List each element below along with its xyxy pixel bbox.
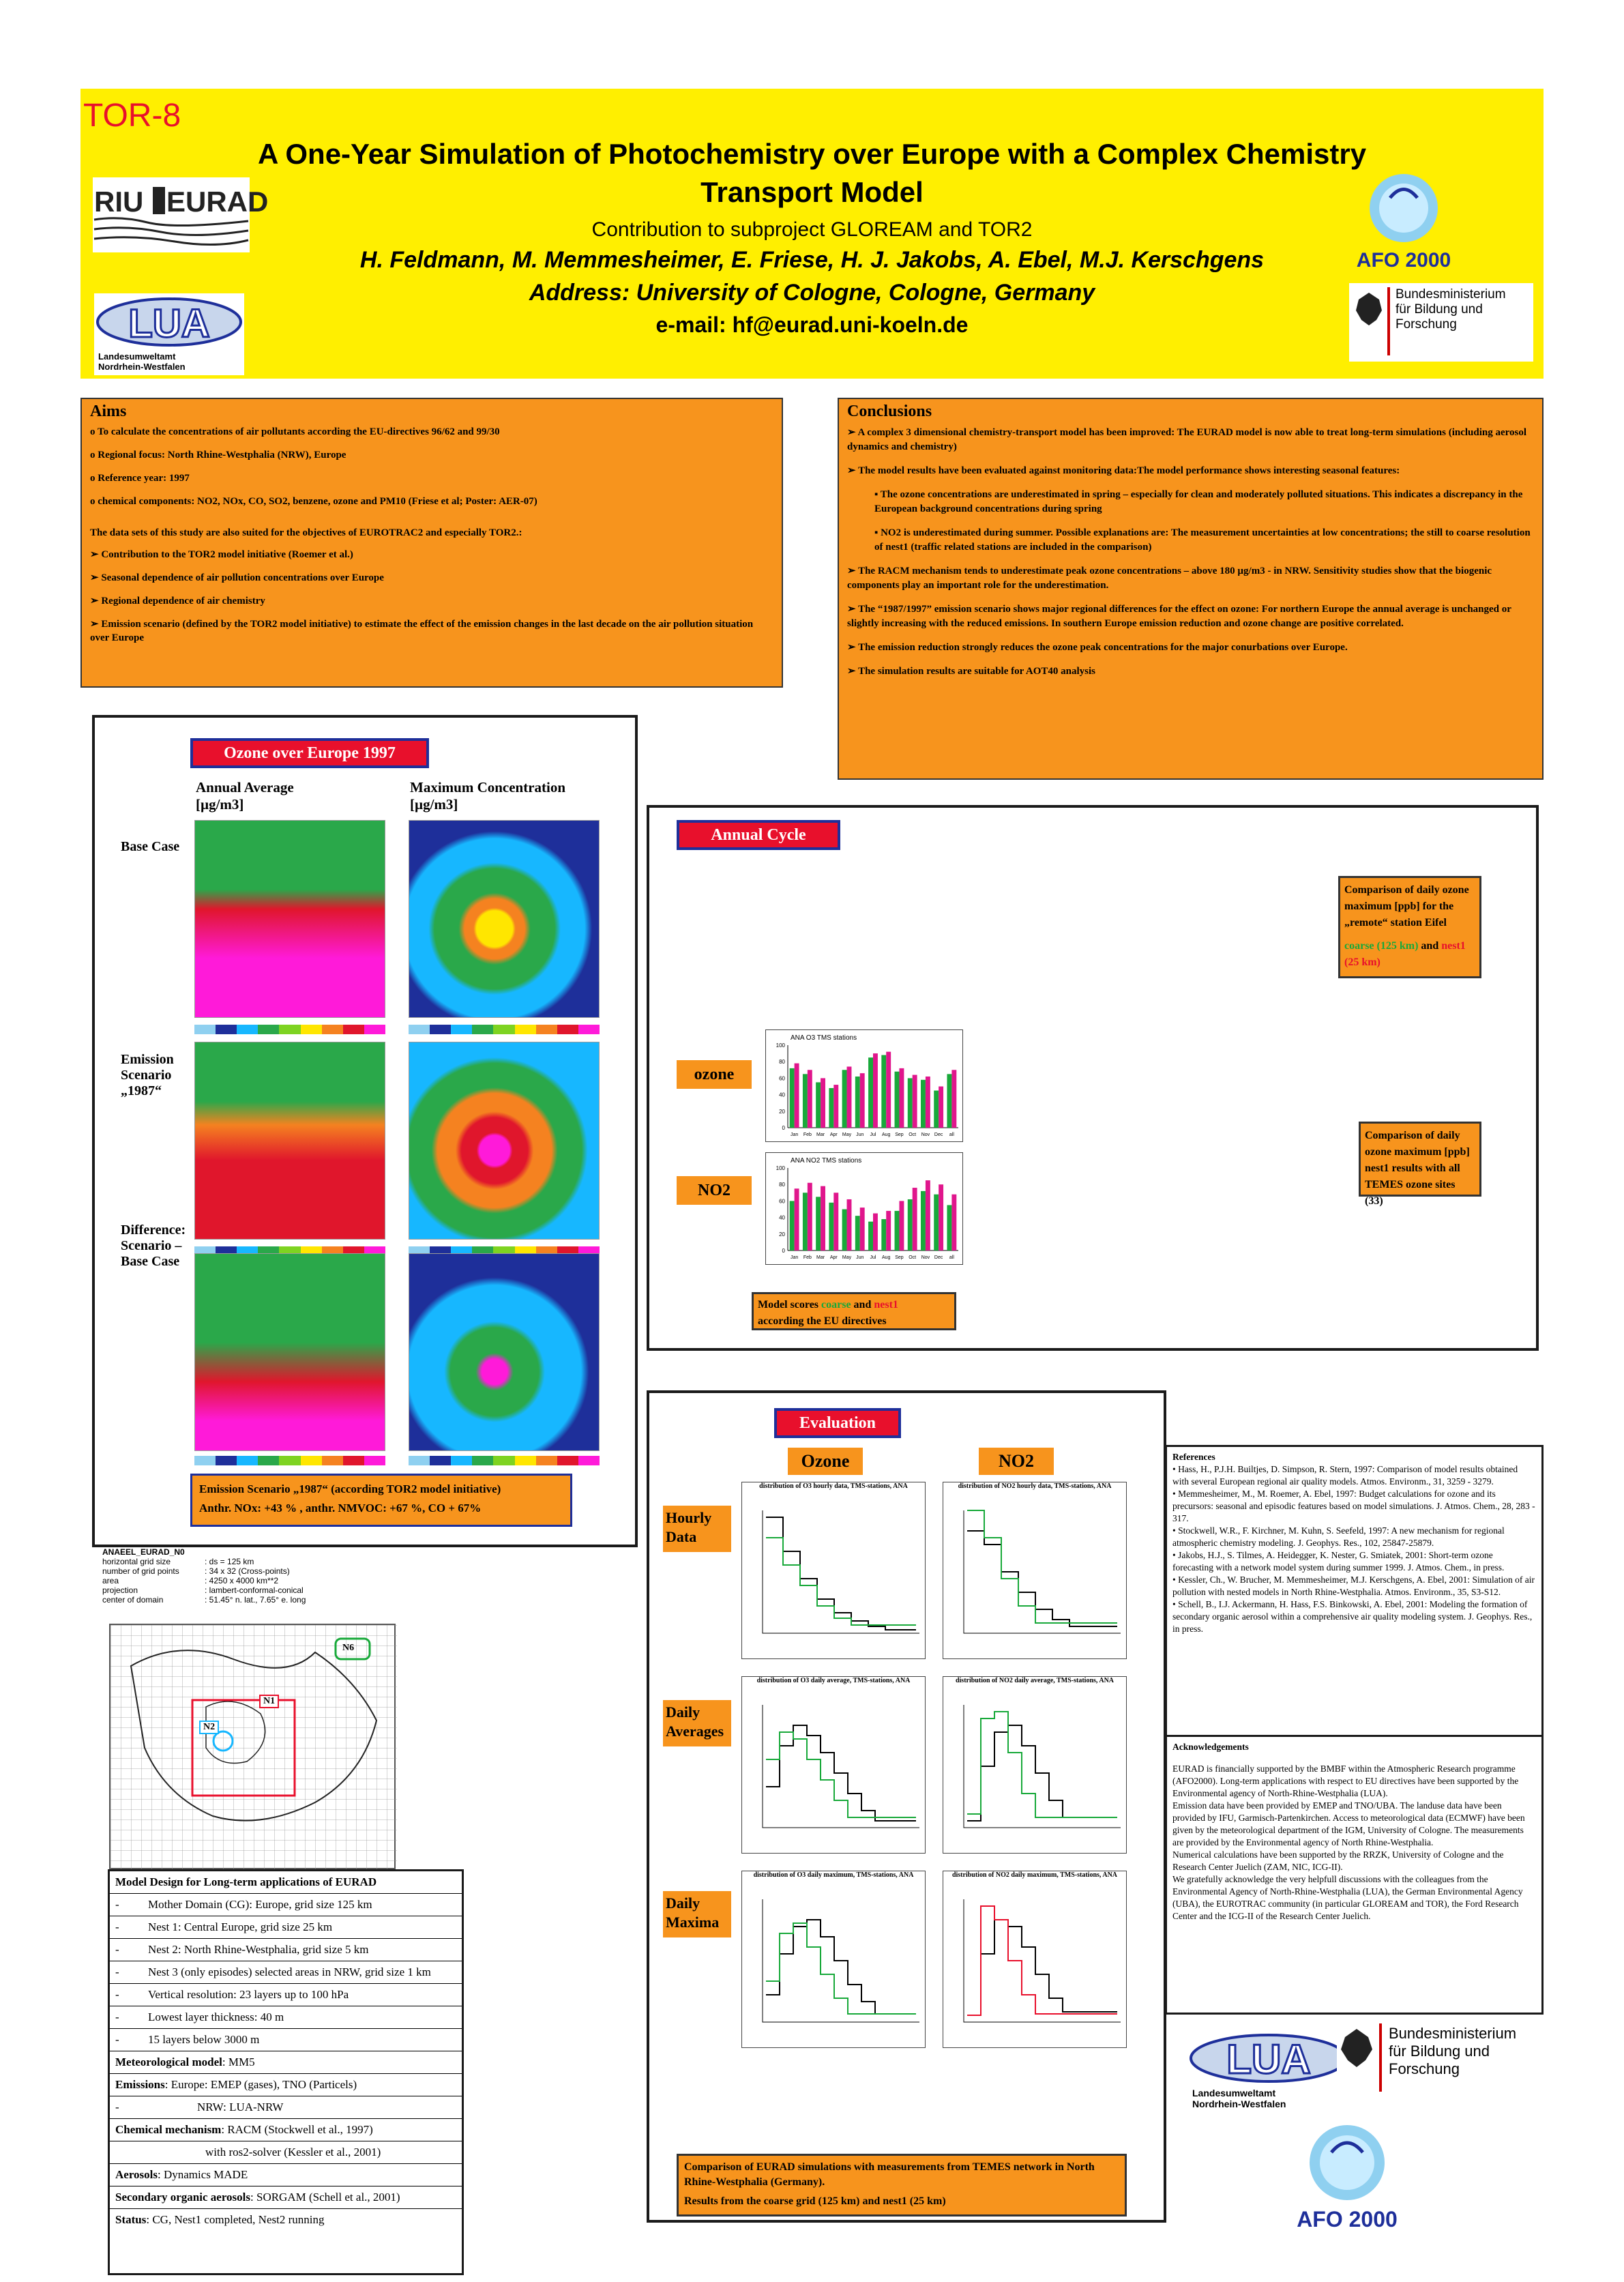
bar-nest1 [939, 1087, 943, 1128]
lua-logo [94, 293, 244, 375]
model-design-box [108, 1869, 464, 2275]
model-design-item: - Nest 3 (only episodes) selected areas in NRW, grid size 1 km [110, 1961, 462, 1984]
temes-comparison-box: Comparison of daily ozone maximum [ppb] nest1 results with all TEMES ozone sites (33) [1359, 1122, 1481, 1197]
model-design-item: - Nest 2: North Rhine-Westphalia, grid size 5 km [110, 1939, 462, 1961]
bar-nest1 [833, 1193, 838, 1250]
model-design-title: Model Design for Long-term applications of EURAD [110, 1871, 462, 1894]
authors: H. Feldmann, M. Memmesheimer, E. Friese, H. J. Jakobs, A. Ebel, M.J. Kerschgens [359, 247, 1265, 273]
acknowledgements-title: Acknowledgements [1172, 1742, 1249, 1752]
model-design-item: - Nest 1: Central Europe, grid size 25 km [110, 1916, 462, 1939]
bar-nest1 [886, 1052, 891, 1128]
bar-nest1 [886, 1211, 891, 1250]
reference-item: • Stockwell, W.R., F. Kirchner, M. Kuhn, S. Seefeld, 1997: A new mechanism for regional atmospheric chemistry modeling. J. Geophys. Res., 102, 25847-25879. [1172, 1525, 1505, 1548]
reference-item: • Memmesheimer, M., M. Roemer, A. Ebel, 1997: Budget calculations for ozone and its precursors: seasonal and episodic features based on model simulations. J. Atmos. Chem., 28, 283 - 317. [1172, 1489, 1535, 1523]
domain-map [109, 1624, 396, 1869]
bar-nest1 [860, 1208, 865, 1250]
bar-nest1 [821, 1186, 825, 1250]
col2-heading: Maximum Concentration [µg/m3] [410, 779, 566, 813]
bar-nest1 [821, 1078, 825, 1128]
ozone-panel-title: Ozone over Europe 1997 [190, 738, 429, 768]
subtitle: Contribution to subproject GLOREAM and TOR2 [591, 218, 1033, 241]
x-tick-label: Oct [909, 1255, 917, 1260]
chart-title: ANA O3 TMS stations [791, 1034, 857, 1042]
bar-coarse [803, 1074, 808, 1128]
bar-nest1 [873, 1214, 878, 1250]
aims-bullet: ➢ Seasonal dependence of air pollution concentrations over Europe [90, 572, 384, 583]
bar-coarse [908, 1199, 913, 1250]
bar-nest1 [899, 1201, 904, 1250]
bar-coarse [816, 1197, 821, 1250]
lua-logo-text: Landesumweltamt Nordrhein-Westfalen [98, 351, 186, 372]
y-tick-label: 60 [779, 1075, 785, 1082]
bar-nest1 [847, 1199, 852, 1250]
grid-info: ANAEEL_EURAD_N0 horizontal grid size : ds = 125 km number of grid points : 34 x 32 (Cross-points) area : 4250 x 4000 km**2 projection : lambert-conformal-conical center of domain : 51.45° n. lat., 7.65° e. long [102, 1547, 306, 1605]
bar-nest1 [939, 1184, 943, 1250]
aims-bullet: ➢ Emission scenario (defined by the TOR2 model initiative) to estimate the effect of the emission changes in the last decade on the air pollution situation over Europe [90, 619, 754, 643]
chart-title: ANA NO2 TMS stations [791, 1157, 862, 1165]
row-label-scenario: Emission Scenario „1987“ [121, 1052, 174, 1098]
row-label-difference: Difference: Scenario – Base Case [121, 1223, 186, 1269]
x-tick-label: Nov [921, 1255, 930, 1260]
model-design-emis: Emissions: Europe: EMEP (gases), TNO (Particels) [110, 2074, 462, 2096]
row-label-base: Base Case [121, 839, 180, 854]
model-design-item: - Lowest layer thickness: 40 m [110, 2006, 462, 2029]
map-difference-annual [194, 1253, 385, 1451]
bar-nest1 [808, 1183, 812, 1250]
aims-title: Aims [90, 403, 127, 420]
bar-coarse [921, 1191, 926, 1250]
x-tick-label: Mar [816, 1255, 825, 1260]
bmbf-logo-text: Bundesministerium für Bildung und Forschung [1396, 287, 1506, 332]
conclusion-item: ➢ The model results have been evaluated against monitoring data:The model performance shows interesting seasonal features: [847, 465, 1400, 476]
x-tick-label: Jan [790, 1132, 799, 1137]
bar-nest1 [795, 1064, 799, 1128]
bar-coarse [790, 1068, 795, 1128]
x-tick-label: Feb [803, 1132, 812, 1137]
bar-coarse [908, 1078, 913, 1128]
model-design-aer: Aerosols: Dynamics MADE [110, 2164, 462, 2186]
ack-paragraph: Numerical calculations have been supported by the RRZK, University of Cologne and the Research Center Juelich (ZAM, NIC, ICG-II). [1172, 1849, 1504, 1872]
x-tick-label: Aug [881, 1132, 891, 1137]
model-design-item: - Vertical resolution: 23 layers up to 100 hPa [110, 1984, 462, 2006]
references-title: References [1172, 1452, 1215, 1462]
reference-item: • Kessler, Ch., W. Brucher, M. Memmesheimer, M.J. Kerschgens, A. Ebel, 2001: Simulation of air pollution with nested models in North Rhine-Westphalia. Atmos. Environm., 35, S3-S12. [1172, 1575, 1535, 1597]
aims-intro: The data sets of this study are also suited for the objectives of EUROTRAC2 and especially TOR2.: [90, 527, 522, 538]
model-design-emis-nrw: - NRW: LUA-NRW [110, 2096, 462, 2119]
address: Address: University of Cologne, Cologne, Germany [529, 280, 1095, 306]
bar-coarse [790, 1201, 795, 1250]
map-scenario-annual [194, 1042, 385, 1240]
y-tick-label: 60 [779, 1198, 785, 1205]
label-no2: NO2 [677, 1176, 752, 1205]
eval-row-daily-avg: Daily Averages [663, 1700, 731, 1746]
bar-nest1 [899, 1068, 904, 1128]
x-tick-label: Oct [909, 1132, 917, 1137]
y-tick-label: 20 [779, 1108, 785, 1115]
histogram-o3-daily-avg: distribution of O3 daily average, TMS-stations, ANA [741, 1676, 926, 1854]
x-tick-label: Apr [829, 1132, 838, 1137]
references-box [1165, 1445, 1544, 1738]
y-tick-label: 40 [779, 1092, 785, 1098]
bar-coarse [842, 1070, 847, 1128]
x-tick-label: all [949, 1255, 954, 1260]
aims-box [80, 398, 783, 688]
map-difference-max [409, 1253, 600, 1451]
afo-logo-bottom [1289, 2122, 1405, 2238]
bar-nest1 [847, 1066, 852, 1128]
reference-item: • Jakobs, H.J., S. Tilmes, A. Heidegger, K. Nester, G. Smiatek, 2001: Short-term ozone forecasting with a network model system during summer 1999. J. Atmos. Chem., in press. [1172, 1550, 1505, 1572]
nest-n6-label: N6 [342, 1643, 355, 1653]
header-banner [80, 89, 1544, 379]
bar-coarse [829, 1088, 833, 1128]
lua-logo-bottom-text: Landesumweltamt Nordrhein-Westfalen [1192, 2088, 1286, 2109]
svg-text:LUA: LUA [1226, 2036, 1311, 2082]
conclusions-title: Conclusions [847, 403, 932, 420]
nest-n2-label: N2 [199, 1721, 219, 1734]
x-tick-label: Jan [790, 1255, 799, 1260]
model-design-item: - Mother Domain (CG): Europe, grid size 125 km [110, 1894, 462, 1916]
bar-nest1 [913, 1075, 917, 1128]
title-line1: A One-Year Simulation of Photochemistry over Europe with a Complex Chemistry [257, 138, 1367, 170]
annual-ozone-chart [766, 1030, 964, 1143]
ozone-panel [92, 715, 638, 1547]
model-design-soa: Secondary organic aerosols: SORGAM (Schell et al., 2001) [110, 2186, 462, 2209]
y-tick-label: 40 [779, 1214, 785, 1221]
bar-nest1 [951, 1070, 956, 1128]
map-base-annual [194, 820, 385, 1018]
bar-coarse [895, 1211, 900, 1250]
poster-code: TOR-8 [83, 98, 181, 134]
bar-nest1 [926, 1180, 930, 1250]
eval-col-ozone: Ozone [788, 1448, 863, 1475]
aims-item: o Reference year: 1997 [90, 473, 190, 484]
x-tick-label: Dec [934, 1255, 943, 1260]
bar-coarse [947, 1205, 951, 1250]
bar-coarse [895, 1072, 900, 1128]
y-tick-label: 20 [779, 1231, 785, 1238]
x-tick-label: Jun [856, 1255, 864, 1260]
bar-coarse [921, 1080, 926, 1128]
annual-cycle-panel [647, 805, 1539, 1351]
title-line2: Transport Model [700, 176, 924, 208]
histogram-o3-daily-max: distribution of O3 daily maximum, TMS-stations, ANA [741, 1871, 926, 2048]
x-tick-label: Jul [870, 1132, 876, 1137]
bar-coarse [816, 1082, 821, 1128]
aims-item: o To calculate the concentrations of air pollutants according the EU-directives 96/62 and 99/30 [90, 426, 500, 437]
afo-logo [1349, 171, 1458, 273]
eval-col-no2: NO2 [979, 1448, 1054, 1475]
afo-logo-text: AFO 2000 [1356, 249, 1451, 272]
bar-coarse [881, 1219, 886, 1250]
scenario-note: Emission Scenario „1987“ (according TOR2 model initiative) Anthr. NOx: +43 % , anthr. NMVOC: +67 %, CO + 67% [190, 1474, 572, 1527]
aims-bullet: ➢ Contribution to the TOR2 model initiative (Roemer et al.) [90, 549, 353, 560]
acknowledgements-box [1165, 1735, 1544, 2015]
aims-bullet: ➢ Regional dependence of air chemistry [90, 596, 265, 606]
annual-no2-chart-frame [765, 1152, 963, 1265]
x-tick-label: all [949, 1132, 954, 1137]
afo-logo-bottom-text: AFO 2000 [1297, 2207, 1398, 2232]
bmbf-logo [1349, 283, 1533, 362]
evaluation-note: Comparison of EURAD simulations with measurements from TEMES network in North Rhine-Westphalia (Germany). Results from the coarse grid (125 km) and nest1 (25 km) [677, 2154, 1127, 2217]
bar-nest1 [808, 1070, 812, 1128]
colorbar [194, 1456, 385, 1465]
eval-row-daily-max: Daily Maxima [663, 1891, 731, 1937]
svg-text:RIU: RIU [94, 186, 144, 218]
y-tick-label: 0 [782, 1248, 785, 1254]
reference-item: • Hass, H., P.J.H. Builtjes, D. Simpson, R. Stern, 1997: Comparison of model results obtained with several European regional air quality models. Atmos. Environm., 31, 3259 - 3279. [1172, 1464, 1518, 1487]
x-tick-label: Aug [881, 1255, 891, 1260]
eval-row-hourly: Hourly Data [663, 1506, 731, 1552]
x-tick-label: Mar [816, 1132, 825, 1137]
bar-nest1 [873, 1053, 878, 1128]
y-tick-label: 0 [782, 1125, 785, 1131]
map-base-max [409, 820, 600, 1018]
bar-coarse [934, 1091, 939, 1128]
conclusion-item: ➢ The “1987/1997” emission scenario shows major regional differences for the effect on ozone: For northern Europe the annual average is unchanged or slightly increasing with the reduced emissions. In southern Europe emission reduction and ozone change are positive correlated. [847, 604, 1511, 629]
reference-item: • Schell, B., I.J. Ackermann, H. Hass, F.S. Binkowski, A. Ebel, 2001: Modeling the formation of secondary organic aerosol within a comprehensive air quality modeling system. J. Geophys. Res., in press. [1172, 1599, 1533, 1634]
bmbf-logo-bottom2 [1337, 2021, 1541, 2096]
eifel-comparison-box: Comparison of daily ozone maximum [ppb] for the „remote“ station Eifel coarse (125 km) and nest1 (25 km) [1338, 876, 1481, 978]
x-tick-label: Apr [829, 1255, 838, 1260]
model-design-met: Meteorological model: MM5 [110, 2051, 462, 2074]
histogram-no2-hourly: distribution of NO2 hourly data, TMS-stations, ANA [943, 1482, 1127, 1659]
bar-nest1 [795, 1188, 799, 1250]
annual-cycle-title: Annual Cycle [677, 820, 840, 850]
conclusion-item: ➢ The emission reduction strongly reduces the ozone peak concentrations for the major conurbations over Europe. [847, 642, 1348, 653]
evaluation-title: Evaluation [774, 1408, 901, 1438]
aims-item: o Regional focus: North Rhine-Westphalia (NRW), Europe [90, 450, 346, 460]
x-tick-label: Jul [870, 1255, 876, 1260]
bar-coarse [947, 1074, 951, 1128]
model-design-status: Status: CG, Nest1 completed, Nest2 running [115, 2213, 325, 2226]
riu-eurad-logo [93, 177, 269, 252]
bar-coarse [842, 1210, 847, 1251]
bar-nest1 [860, 1073, 865, 1128]
histogram-no2-daily-avg: distribution of NO2 daily average, TMS-stations, ANA [943, 1676, 1127, 1854]
email: e-mail: hf@eurad.uni-koeln.de [655, 312, 969, 337]
conclusion-subitem: ▪ NO2 is underestimated during summer. Possible explanations are: The measurement uncertainties at low concentrations; the still to coarse resolution of nest1 (traffic related stations are included in the comparison) [874, 527, 1531, 553]
colorbar [194, 1025, 385, 1034]
label-ozone: ozone [677, 1060, 752, 1089]
bmbf-logo-bottom-text: Bundesministerium für Bildung und Forschung [1389, 2025, 1517, 2077]
aims-item: o chemical components: NO2, NOx, CO, SO2, benzene, ozone and PM10 (Friese et al; Poster: AER-07) [90, 496, 537, 507]
conclusion-item: ➢ A complex 3 dimensional chemistry-transport model has been improved: The EURAD model is now able to treat long-term simulations (including aerosol dynamics and chemistry) [847, 427, 1527, 452]
col1-heading: Annual Average [µg/m3] [196, 779, 294, 813]
lua-logo-bottom [1187, 2030, 1350, 2111]
y-tick-label: 100 [776, 1042, 785, 1049]
conclusion-item: ➢ The RACM mechanism tends to underestimate peak ozone concentrations – above 180 µg/m3 - in NRW. Sensitivity studies show that the biogenic components play an important role for the underestimation. [847, 566, 1492, 591]
ack-paragraph: Emission data have been provided by EMEP and TNO/UBA. The landuse data have been provided by IFU, Garmisch-Partenkirchen. Access to meteorological data (ECMWF) have been given by the meteorological department of the IGM, University of Cologne. The measurements are provided by the Environmental agency of North Rhine-Westphalia. [1172, 1800, 1525, 1847]
evaluation-panel [647, 1390, 1166, 2223]
bar-coarse [868, 1057, 873, 1128]
x-tick-label: Dec [934, 1132, 943, 1137]
conclusion-subitem: ▪ The ozone concentrations are underestimated in spring – especially for clean and moderately polluted situations. This indicates a discrepancy in the European background concentrations during spring [874, 489, 1523, 514]
bar-coarse [855, 1216, 860, 1250]
ack-paragraph: EURAD is financially supported by the BMBF within the Atmospheric Research programme (AFO2000). Long-term applications with respect to EU directives have been supported by the Environmental agency of North-Rhine-Westphalia (LUA). [1172, 1764, 1519, 1798]
scores-box: Model scores coarse and nest1 according the EU directives [752, 1292, 956, 1330]
conclusion-item: ➢ The simulation results are suitable for AOT40 analysis [847, 666, 1096, 677]
y-tick-label: 80 [779, 1059, 785, 1066]
x-tick-label: Sep [895, 1132, 904, 1137]
histogram-no2-daily-max: distribution of NO2 daily maximum, TMS-stations, ANA [943, 1871, 1127, 2048]
x-tick-label: Jun [856, 1132, 864, 1137]
map-scenario-max [409, 1042, 600, 1240]
y-tick-label: 80 [779, 1182, 785, 1188]
ack-paragraph: We gratefully acknowledge the very helpfull discussions with the colleagues from the Environmental Agency of North-Rhine-Westphalia (LUA), the German Environmental Agency (UBA), the EUROTRAC community (in particular GLOREAM and TOR), the Ford Research Center and the ICG-II of the Research Center Juelich. [1172, 1874, 1523, 1921]
x-tick-label: May [842, 1255, 852, 1260]
colorbar [409, 1456, 600, 1465]
x-tick-label: Nov [921, 1132, 930, 1137]
bar-coarse [881, 1055, 886, 1128]
colorbar [409, 1025, 600, 1034]
bar-coarse [934, 1195, 939, 1250]
svg-text:EURAD: EURAD [166, 186, 269, 218]
bar-coarse [829, 1203, 833, 1250]
bar-nest1 [951, 1195, 956, 1250]
model-design-item: - 15 layers below 3000 m [110, 2029, 462, 2051]
nest-n1-label: N1 [259, 1695, 279, 1708]
svg-text:LUA: LUA [128, 302, 210, 346]
bar-coarse [855, 1077, 860, 1128]
y-tick-label: 100 [776, 1165, 785, 1171]
bar-nest1 [926, 1077, 930, 1128]
conclusions-box [838, 398, 1544, 780]
x-tick-label: Sep [895, 1255, 904, 1260]
x-tick-label: May [842, 1132, 852, 1137]
bar-coarse [803, 1193, 808, 1250]
histogram-o3-hourly: distribution of O3 hourly data, TMS-stations, ANA [741, 1482, 926, 1659]
model-design-chem: Chemical mechanism: RACM (Stockwell et al., 1997) [110, 2119, 462, 2141]
annual-no2-chart [766, 1153, 964, 1266]
annual-ozone-chart-frame [765, 1029, 963, 1142]
x-tick-label: Feb [803, 1255, 812, 1260]
model-design-chem-ros: with ros2-solver (Kessler et al., 2001) [110, 2141, 462, 2164]
bar-coarse [868, 1222, 873, 1250]
bar-nest1 [833, 1085, 838, 1128]
bar-nest1 [913, 1188, 917, 1250]
